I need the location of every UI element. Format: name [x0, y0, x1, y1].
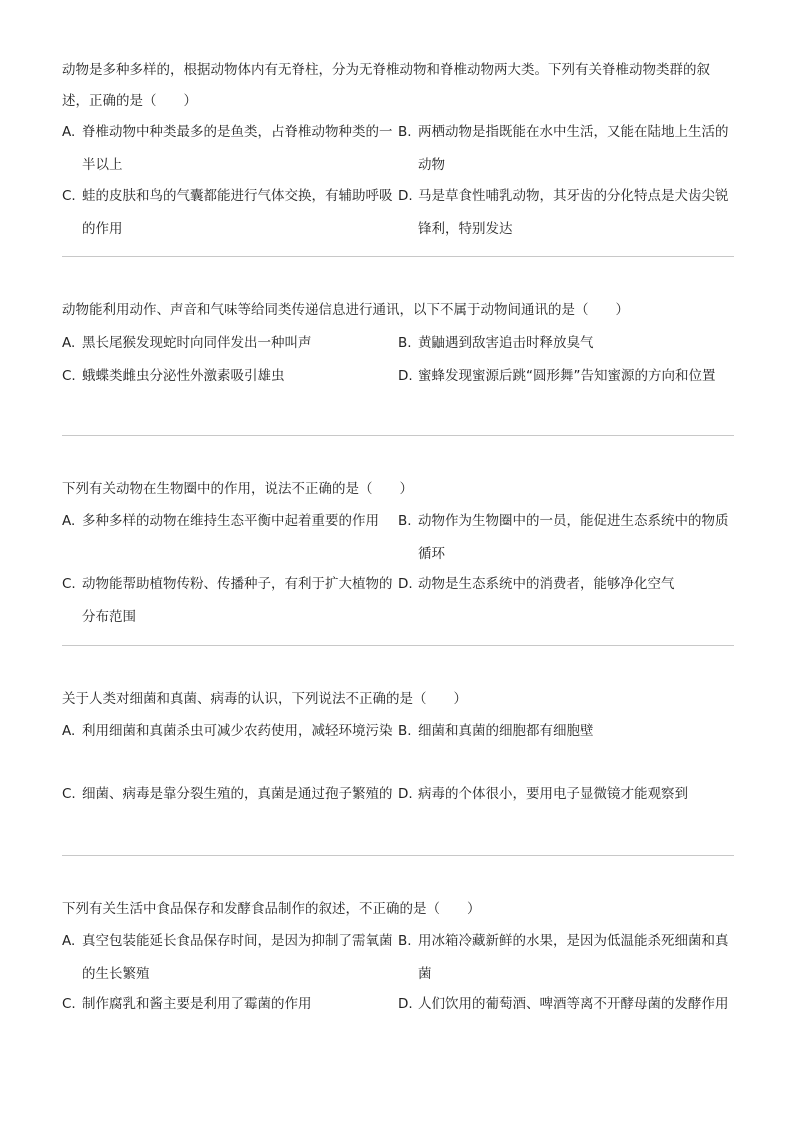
option-d[interactable]	[398, 186, 734, 246]
option-text: 动物是生态系统中的消费者，能够净化空气	[418, 576, 675, 592]
question-divider	[62, 645, 734, 646]
option-letter: B.	[398, 933, 412, 949]
option-text: 蛾蝶类雌虫分泌性外激素吸引雄虫	[82, 368, 285, 384]
option-letter: D.	[398, 996, 413, 1012]
option-letter: B.	[398, 335, 412, 351]
option-letter: C.	[62, 368, 76, 384]
question-stem-line: 关于人类对细菌和真菌、病毒的认识，下列说法不正确的是（ ）	[62, 691, 467, 707]
option-letter: D.	[398, 786, 413, 802]
question-4	[62, 689, 734, 802]
question-stem-line: 下列有关生活中食品保存和发酵食品制作的叙述，不正确的是（ ）	[62, 901, 481, 917]
option-a[interactable]	[62, 721, 398, 748]
question-divider	[62, 256, 734, 257]
option-d[interactable]	[398, 366, 734, 393]
option-d[interactable]	[398, 784, 734, 811]
option-letter: A.	[62, 335, 76, 351]
option-text: 黄鼬遇到敌害追击时释放臭气	[418, 335, 594, 351]
option-c[interactable]	[62, 784, 398, 811]
option-letter: D.	[398, 188, 413, 204]
option-letter: D.	[398, 576, 413, 592]
option-text: 利用细菌和真菌杀虫可减少农药使用，减轻环境污染	[82, 723, 393, 739]
option-text: 动物能帮助植物传粉、传播种子，有利于扩大植物的分布范围	[82, 576, 393, 625]
option-text: 细菌和真菌的细胞都有细胞壁	[418, 723, 594, 739]
question-2	[62, 300, 734, 384]
option-b[interactable]	[398, 721, 734, 748]
option-letter: C.	[62, 786, 76, 802]
option-letter: A.	[62, 124, 76, 140]
option-a[interactable]	[62, 122, 398, 182]
option-a[interactable]	[62, 931, 398, 991]
option-c[interactable]	[62, 366, 398, 393]
question-stem-line: 述，正确的是（ ）	[62, 93, 197, 109]
option-b[interactable]	[398, 931, 734, 991]
option-letter: A.	[62, 723, 76, 739]
option-row	[62, 366, 734, 436]
option-text: 病毒的个体很小，要用电子显微镜才能观察到	[418, 786, 688, 802]
option-text: 多种多样的动物在维持生态平衡中起着重要的作用	[82, 513, 379, 529]
option-text: 人们饮用的葡萄酒、啤酒等离不开酵母菌的发酵作用	[418, 996, 729, 1012]
option-text: 细菌、病毒是靠分裂生殖的，真菌是通过孢子繁殖的	[82, 786, 393, 802]
option-d[interactable]	[398, 574, 734, 601]
option-c[interactable]	[62, 574, 398, 634]
option-letter: B.	[398, 723, 412, 739]
question-stem-line: 下列有关动物在生物圈中的作用，说法不正确的是（ ）	[62, 481, 413, 497]
option-c[interactable]	[62, 994, 398, 1021]
question-divider	[62, 435, 734, 436]
question-divider	[62, 855, 734, 856]
option-b[interactable]	[398, 333, 734, 360]
question-1	[62, 60, 734, 237]
option-row	[62, 574, 734, 644]
option-b[interactable]	[398, 122, 734, 182]
option-text: 用冰箱冷藏新鲜的水果，是因为低温能杀死细菌和真菌	[418, 933, 729, 982]
option-letter: C.	[62, 576, 76, 592]
option-b[interactable]	[398, 511, 734, 571]
option-text: 黑长尾猴发现蛇时向同伴发出一种叫声	[82, 335, 312, 351]
option-c[interactable]	[62, 186, 398, 246]
option-row	[62, 186, 734, 256]
option-text: 蜜蜂发现蜜源后跳“圆形舞”告知蜜源的方向和位置	[418, 368, 716, 384]
option-letter: A.	[62, 933, 76, 949]
option-letter: B.	[398, 124, 412, 140]
option-letter: C.	[62, 188, 76, 204]
option-letter: A.	[62, 513, 76, 529]
option-a[interactable]	[62, 511, 398, 538]
option-letter: D.	[398, 368, 413, 384]
option-d[interactable]	[398, 994, 734, 1021]
question-stem-line: 动物是多种多样的，根据动物体内有无脊柱，分为无脊椎动物和脊椎动物两大类。下列有关脊椎动物类群的叙	[62, 62, 710, 78]
option-text: 脊椎动物中种类最多的是鱼类，占脊椎动物种类的一半以上	[82, 124, 393, 173]
option-text: 马是草食性哺乳动物，其牙齿的分化特点是犬齿尖锐锋利，特别发达	[418, 188, 729, 237]
option-letter: B.	[398, 513, 412, 529]
question-stem-line: 动物能利用动作、声音和气味等给同类传递信息进行通讯，以下不属于动物间通讯的是（ ）	[62, 302, 629, 318]
question-5	[62, 899, 734, 1012]
option-text: 两栖动物是指既能在水中生活，又能在陆地上生活的动物	[418, 124, 729, 173]
option-text: 真空包装能延长食品保存时间，是因为抑制了需氧菌的生长繁殖	[82, 933, 393, 982]
option-text: 动物作为生物圈中的一员，能促进生态系统中的物质循环	[418, 513, 729, 562]
option-row	[62, 784, 734, 854]
question-3	[62, 479, 734, 625]
option-a[interactable]	[62, 333, 398, 360]
option-row	[62, 994, 734, 1064]
option-text: 制作腐乳和酱主要是利用了霉菌的作用	[82, 996, 312, 1012]
option-letter: C.	[62, 996, 76, 1012]
option-text: 蛙的皮肤和鸟的气囊都能进行气体交换，有辅助呼吸的作用	[82, 188, 393, 237]
